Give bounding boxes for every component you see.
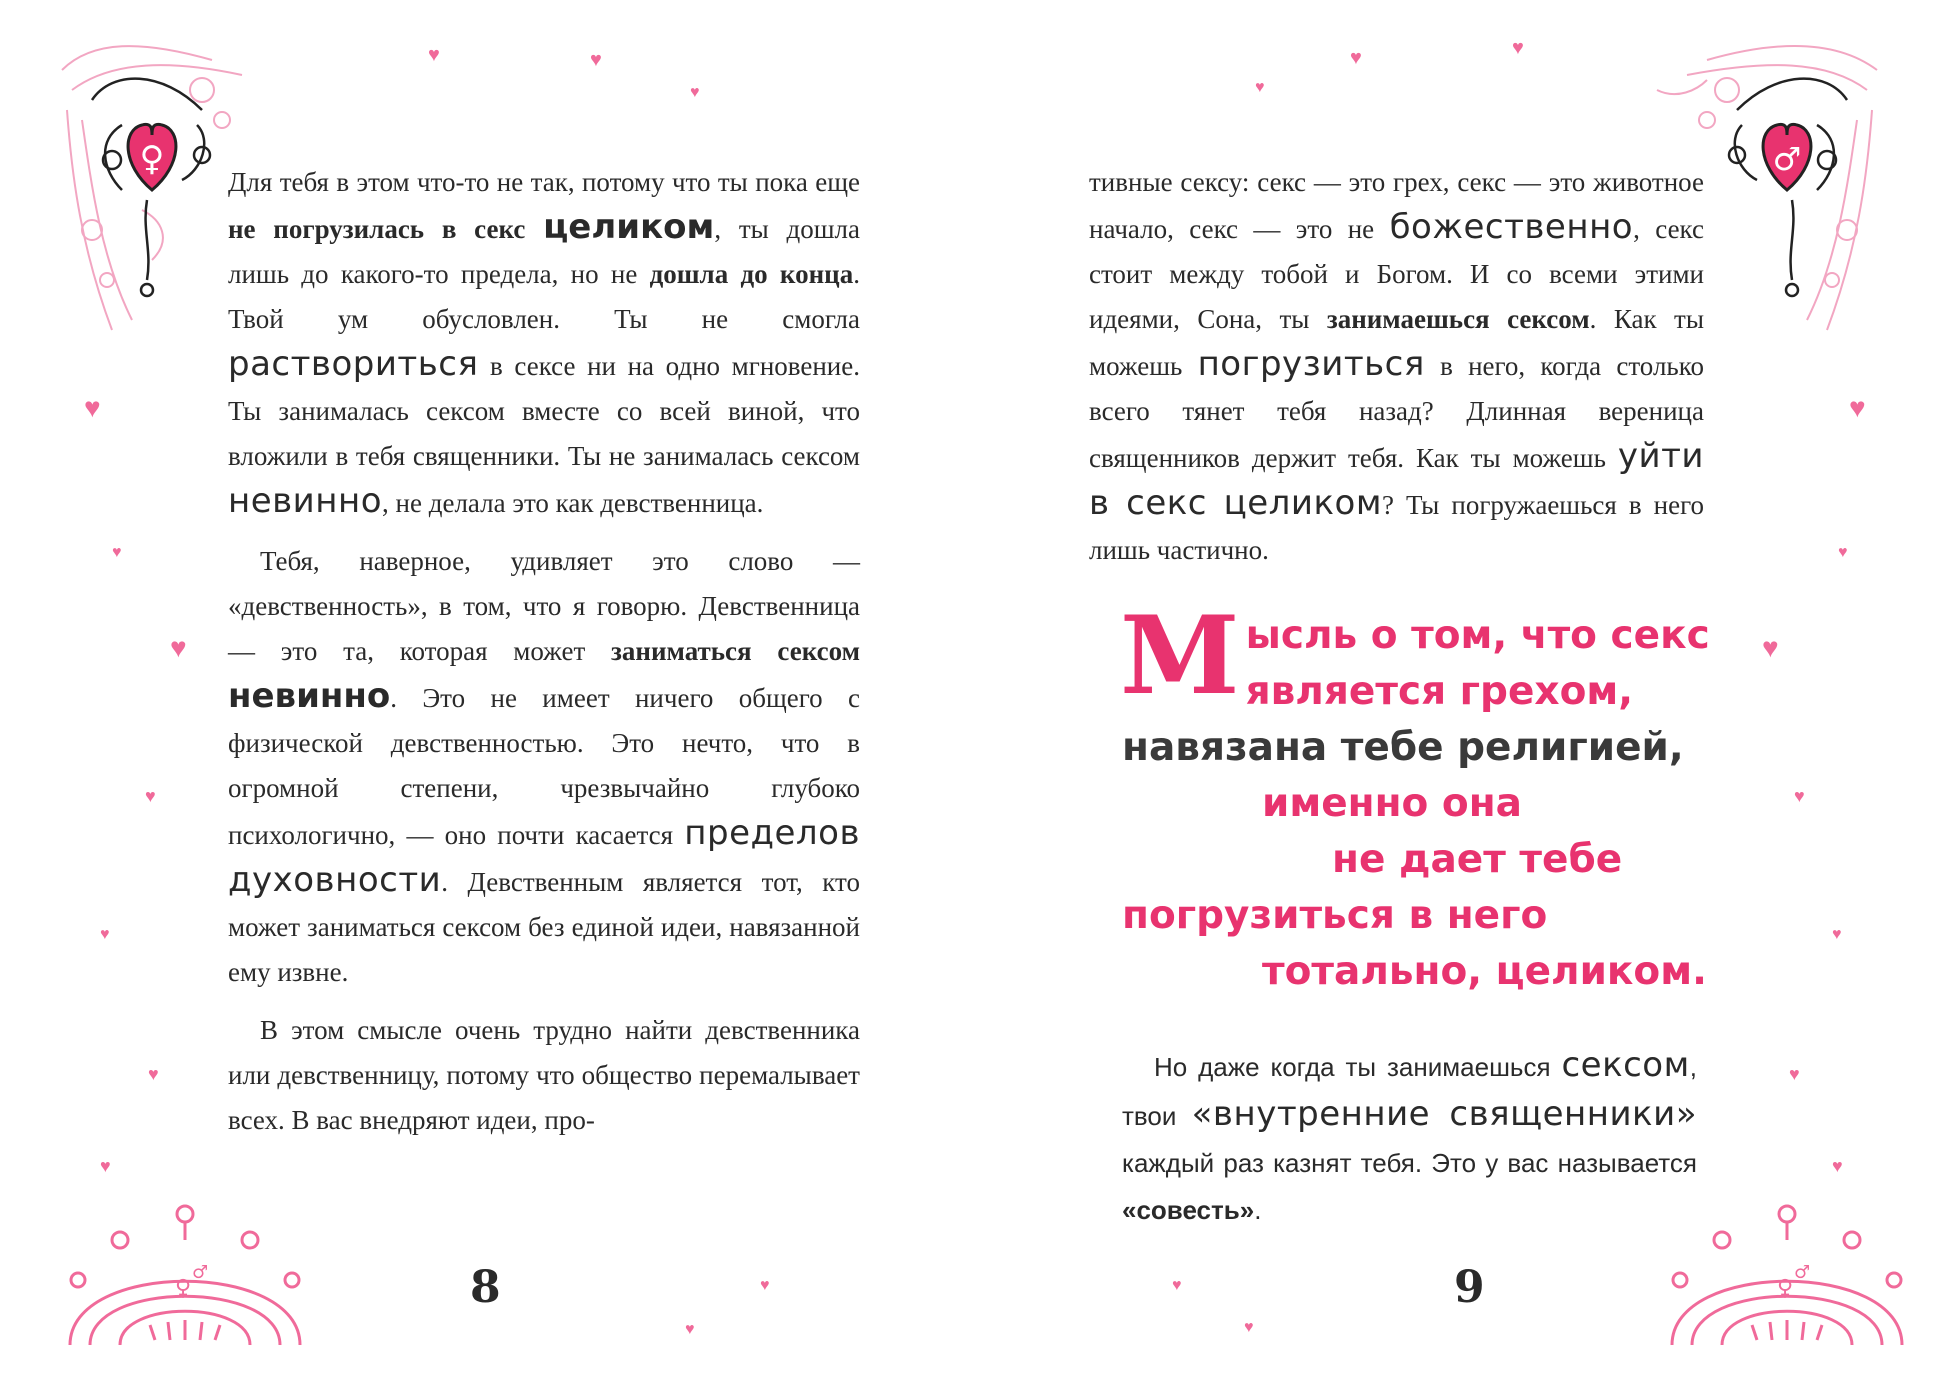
heart-icon: ♥ bbox=[590, 49, 602, 71]
quote-line-2: является грехом, bbox=[1245, 669, 1634, 714]
sun-arch-icon bbox=[60, 1200, 310, 1350]
heart-icon: ♥ bbox=[1789, 1064, 1800, 1084]
heart-icon: ♥ bbox=[1794, 786, 1805, 806]
ornament-corner-icon bbox=[52, 30, 252, 340]
sun-arch-icon bbox=[1662, 1200, 1912, 1350]
left-paragraph-2: Тебя, наверное, удивляет это слово — «девственность», в том, что я говорю. Девственница — это та, которая может заниматься сексом невинно. Это не имеет ничего общего с физической девственностью. Это нечто, что в огромной степени, чрезвычайно глубоко психологично, — оно почти касается пределов духовности. Девственным является тот, кто может заниматься сексом без единой идеи, навязанной ему извне. bbox=[228, 546, 860, 987]
heart-icon: ♥ bbox=[760, 1277, 770, 1294]
left-paragraph-3: В этом смысле очень трудно найти девственника или девственницу, потому что общество перемалывает всех. В вас внедряют идеи, про- bbox=[228, 1015, 860, 1135]
page-number: 9 bbox=[1454, 1262, 1485, 1313]
right-body-text bbox=[1089, 160, 1704, 573]
quote-line-3: навязана тебе религией, bbox=[1122, 725, 1684, 770]
right-page bbox=[972, 0, 1945, 1396]
heart-icon: ♥ bbox=[170, 633, 187, 664]
heart-icon: ♥ bbox=[84, 393, 101, 424]
heart-icon: ♥ bbox=[145, 786, 156, 806]
right-paragraph-2: Но даже когда ты занимаешься сексом, твои «внутренние священники» каждый раз казнят тебя. Это у вас называется «совесть». bbox=[1122, 1045, 1697, 1225]
heart-icon: ♥ bbox=[1838, 544, 1848, 561]
heart-icon: ♥ bbox=[1350, 47, 1362, 69]
heart-icon: ♥ bbox=[1832, 926, 1842, 943]
heart-icon: ♥ bbox=[690, 84, 700, 101]
heart-icon: ♥ bbox=[100, 926, 110, 943]
quote-line-4: именно она bbox=[1262, 781, 1522, 826]
heart-icon: ♥ bbox=[1244, 1319, 1254, 1336]
svg-text:♂: ♂ bbox=[1794, 1262, 1811, 1283]
heart-icon: ♥ bbox=[1849, 393, 1866, 424]
quote-line-5: не дает тебе bbox=[1332, 837, 1623, 882]
heart-icon: ♥ bbox=[1762, 633, 1779, 664]
quote-line-1: ысль о том, что секс bbox=[1245, 613, 1710, 658]
ornament-corner-icon bbox=[1617, 30, 1887, 340]
heart-icon: ♥ bbox=[112, 544, 122, 561]
heart-icon: ♥ bbox=[428, 44, 440, 66]
right-paragraph-1: тивные сексу: секс — это грех, секс — это животное начало, секс — это не божественно, секс стоит между тобой и Богом. И со всеми этими идеями, Сона, ты занимаешься сексом. Как ты можешь погрузиться в него, когда столько всего тянет тебя назад? Длинная вереница священников держит тебя. Как ты можешь уйти в секс целиком? Ты погружаешься в него лишь частично. bbox=[1089, 167, 1704, 565]
svg-text:♂: ♂ bbox=[192, 1262, 209, 1283]
page-number: 8 bbox=[470, 1262, 501, 1313]
heart-icon: ♥ bbox=[100, 1156, 111, 1176]
svg-text:♂: ♂ bbox=[1772, 140, 1802, 178]
quote-dropcap: М bbox=[1120, 593, 1240, 719]
heart-icon: ♥ bbox=[1255, 79, 1265, 96]
svg-text:♀: ♀ bbox=[1777, 1276, 1794, 1301]
right-closing-text bbox=[1122, 1042, 1697, 1234]
quote-line-7: тотально, целиком. bbox=[1262, 949, 1707, 994]
heart-icon: ♥ bbox=[685, 1321, 695, 1338]
svg-text:♀: ♀ bbox=[175, 1276, 192, 1301]
svg-text:♀: ♀ bbox=[139, 139, 165, 179]
heart-icon: ♥ bbox=[148, 1064, 159, 1084]
heart-icon: ♥ bbox=[1172, 1277, 1182, 1294]
left-paragraph-1: Для тебя в этом что-то не так, потому что ты пока еще не погрузилась в секс целиком, ты дошла лишь до какого-то предела, но не дошла до конца. Твой ум обусловлен. Ты не смогла раствориться в сексе ни на одно мгновение. Ты занималась сексом вместе со всей виной, что вложили в тебя священники. Ты не занималась сексом невинно, не делала это как девственница. bbox=[228, 167, 860, 521]
left-page bbox=[0, 0, 972, 1396]
left-body-text bbox=[228, 160, 860, 1143]
heart-icon: ♥ bbox=[1832, 1156, 1843, 1176]
pull-quote bbox=[1120, 593, 1722, 1000]
quote-line-6: погрузиться в него bbox=[1122, 893, 1548, 938]
heart-icon: ♥ bbox=[1512, 37, 1524, 59]
